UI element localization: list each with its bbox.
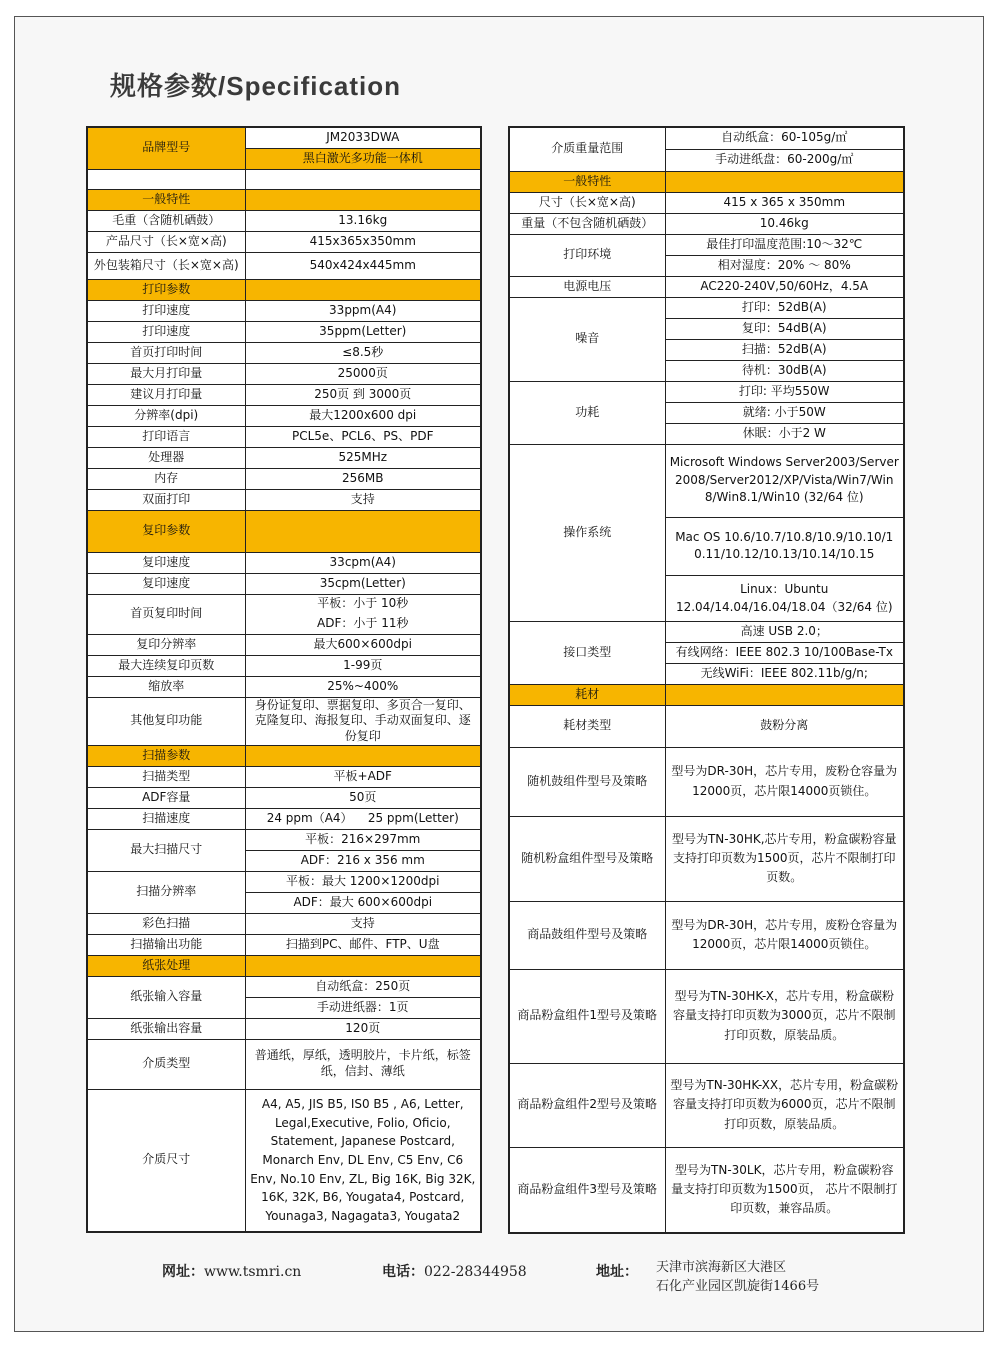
row-value: 415 x 365 x 350mm — [665, 192, 904, 213]
section-fill — [665, 684, 904, 705]
row-value: 手动进纸器：1页 — [245, 997, 481, 1018]
row-value: 型号为TN-30LK，芯片专用，粉盒碳粉容量支持打印页数为1500页， 芯片不限制打印页数，兼容品质。 — [665, 1147, 904, 1233]
row-value: 扫描：52dB(A) — [665, 339, 904, 360]
row-value: 高速 USB 2.0； — [665, 621, 904, 642]
section-general: 一般特性 — [87, 189, 245, 210]
footer-phone — [382, 1261, 527, 1281]
row-label: 打印环境 — [509, 234, 665, 276]
section-fill — [245, 955, 481, 976]
row-label: 缩放率 — [87, 676, 245, 697]
footer-address-label — [596, 1261, 638, 1281]
row-label: 毛重（含随机硒鼓） — [87, 210, 245, 231]
row-label: 扫描输出功能 — [87, 934, 245, 955]
row-label: 纸张输入容量 — [87, 976, 245, 1018]
row-label: 打印语言 — [87, 426, 245, 447]
row-value: 24 ppm（A4） 25 ppm(Letter) — [245, 808, 481, 829]
spec-table-left — [86, 126, 482, 1233]
brand-label: 品牌型号 — [87, 127, 245, 169]
address-label: 地址： — [596, 1264, 638, 1280]
row-label: 产品尺寸（长×宽×高) — [87, 231, 245, 252]
row-value: 打印：52dB(A) — [665, 297, 904, 318]
row-label: 打印速度 — [87, 300, 245, 321]
row-value: 型号为TN-30HK-XX，芯片专用，粉盒碳粉容量支持打印页数为6000页，芯片不限制打印页数，原装品质。 — [665, 1063, 904, 1147]
row-value: 最佳打印温度范围:10～32℃ — [665, 234, 904, 255]
row-value: 35cpm(Letter) — [245, 573, 481, 594]
row-value: 相对湿度：20% ～ 80% — [665, 255, 904, 276]
row-value: 支持 — [245, 913, 481, 934]
row-value: 525MHz — [245, 447, 481, 468]
row-label: 接口类型 — [509, 621, 665, 684]
row-value: 25%~400% — [245, 676, 481, 697]
row-value: Mac OS 10.6/10.7/10.8/10.9/10.10/10.11/10.12/10.13/10.14/10.15 — [665, 517, 904, 575]
section-copy: 复印参数 — [87, 510, 245, 552]
row-value: 无线WiFi：IEEE 802.11b/g/n; — [665, 663, 904, 684]
section-scan: 扫描参数 — [87, 745, 245, 766]
row-label: 随机粉盒组件型号及策略 — [509, 816, 665, 901]
row-label: 最大连续复印页数 — [87, 655, 245, 676]
row-label: 内存 — [87, 468, 245, 489]
row-value: 33ppm(A4) — [245, 300, 481, 321]
row-label: 复印分辨率 — [87, 634, 245, 655]
row-value: 256MB — [245, 468, 481, 489]
row-value: ADF：216 x 356 mm — [245, 850, 481, 871]
row-label: 复印速度 — [87, 552, 245, 573]
model-value: JM2033DWA — [245, 127, 481, 148]
row-value: 25000页 — [245, 363, 481, 384]
row-value: 35ppm(Letter) — [245, 321, 481, 342]
row-value: A4, A5, JIS B5, IS0 B5 , A6, Letter, Legal,Executive, Folio, Oficio, Statement, Japanese Postcard, Monarch Env, DL Env, C5 Env, C6 Env, No.10 Env, ZL, Big 16K, Big 32K, 16K, 32K, B6, Yougata4, Postcard, Younaga3, Nagagata3, Yougata2 — [245, 1089, 481, 1232]
row-label: 双面打印 — [87, 489, 245, 510]
row-label: 建议月打印量 — [87, 384, 245, 405]
row-value: 休眠：小于2 W — [665, 423, 904, 444]
blank-cell — [87, 169, 245, 189]
footer-website — [162, 1261, 301, 1281]
row-label: 商品粉盒组件2型号及策略 — [509, 1063, 665, 1147]
row-value: 就绪: 小于50W — [665, 402, 904, 423]
row-value: 最大1200x600 dpi — [245, 405, 481, 426]
row-value: 型号为DR-30H，芯片专用，废粉仓容量为12000页，芯片限14000页锁住。 — [665, 901, 904, 969]
row-label: 分辨率(dpi) — [87, 405, 245, 426]
row-value: PCL5e、PCL6、PS、PDF — [245, 426, 481, 447]
website-label: 网址： — [162, 1264, 204, 1280]
row-value: ≤8.5秒 — [245, 342, 481, 363]
row-value: 13.16kg — [245, 210, 481, 231]
product-type-value: 黑白激光多功能一体机 — [245, 148, 481, 169]
row-value: 支持 — [245, 489, 481, 510]
section-general: 一般特性 — [509, 171, 665, 192]
row-value: 型号为DR-30H，芯片专用，废粉仓容量为12000页，芯片限14000页锁住。 — [665, 747, 904, 816]
row-label: 扫描类型 — [87, 766, 245, 787]
row-value: ADF：最大 600×600dpi — [245, 892, 481, 913]
row-value: 型号为TN-30HK,芯片专用，粉盒碳粉容量支持打印页数为1500页，芯片不限制打印页数。 — [665, 816, 904, 901]
row-label: 商品粉盒组件3型号及策略 — [509, 1147, 665, 1233]
phone-value: 022-28344958 — [424, 1264, 527, 1280]
footer-address — [656, 1259, 819, 1297]
row-value: 平板：小于 10秒 — [245, 594, 481, 614]
row-label: 电源电压 — [509, 276, 665, 297]
row-value: 50页 — [245, 787, 481, 808]
row-label: 随机鼓组件型号及策略 — [509, 747, 665, 816]
row-value: 鼓粉分离 — [665, 705, 904, 747]
row-label: 纸张输出容量 — [87, 1018, 245, 1039]
row-label: 复印速度 — [87, 573, 245, 594]
spec-table-right — [508, 126, 905, 1234]
row-label: 尺寸（长×宽×高) — [509, 192, 665, 213]
section-fill — [665, 171, 904, 192]
row-value: 自动纸盒：60-105g/㎡ — [665, 127, 904, 149]
row-label: 重量（不包含随机硒鼓） — [509, 213, 665, 234]
address-line-1: 天津市滨海新区大港区 — [656, 1260, 787, 1275]
row-value: 手动进纸盘：60-200g/㎡ — [665, 149, 904, 171]
row-value: 平板+ADF — [245, 766, 481, 787]
row-label: 处理器 — [87, 447, 245, 468]
row-value: 540x424x445mm — [245, 252, 481, 279]
address-line-2: 石化产业园区凯旋街1466号 — [656, 1278, 820, 1294]
row-label: 其他复印功能 — [87, 697, 245, 745]
website-link[interactable]: www.tsmri.cn — [204, 1264, 302, 1280]
row-label: 外包装箱尺寸（长×宽×高) — [87, 252, 245, 279]
row-label: 功耗 — [509, 381, 665, 444]
row-value: 平板：最大 1200×1200dpi — [245, 871, 481, 892]
row-value: 型号为TN-30HK-X，芯片专用，粉盒碳粉容量支持打印页数为3000页，芯片不限制打印页数，原装品质。 — [665, 969, 904, 1063]
section-print: 打印参数 — [87, 279, 245, 300]
row-label: 首页打印时间 — [87, 342, 245, 363]
row-value: 复印：54dB(A) — [665, 318, 904, 339]
row-label: 打印速度 — [87, 321, 245, 342]
row-value: 415x365x350mm — [245, 231, 481, 252]
row-value: 10.46kg — [665, 213, 904, 234]
row-label: 扫描速度 — [87, 808, 245, 829]
row-value: 250页 到 3000页 — [245, 384, 481, 405]
row-value: 普通纸，厚纸，透明胶片，卡片纸，标签纸，信封、薄纸 — [245, 1039, 481, 1089]
row-value: ADF：小于 11秒 — [245, 614, 481, 634]
row-value: 33cpm(A4) — [245, 552, 481, 573]
row-value: Linux：Ubuntu 12.04/14.04/16.04/18.04（32/64 位) — [665, 575, 904, 621]
section-fill — [245, 745, 481, 766]
row-label: 商品鼓组件型号及策略 — [509, 901, 665, 969]
row-label: 扫描分辨率 — [87, 871, 245, 913]
row-label: 操作系统 — [509, 444, 665, 621]
row-value: 有线网络：IEEE 802.3 10/100Base-Tx — [665, 642, 904, 663]
row-label: 介质尺寸 — [87, 1089, 245, 1232]
page-title: 规格参数/Specification — [110, 71, 402, 101]
row-value: 待机：30dB(A) — [665, 360, 904, 381]
row-label: 商品粉盒组件1型号及策略 — [509, 969, 665, 1063]
row-value: 扫描到PC、邮件、FTP、U盘 — [245, 934, 481, 955]
row-label: 最大扫描尺寸 — [87, 829, 245, 871]
row-label: 首页复印时间 — [87, 594, 245, 634]
row-value: 1-99页 — [245, 655, 481, 676]
row-label: 噪音 — [509, 297, 665, 381]
section-fill — [245, 279, 481, 300]
row-value: AC220-240V,50/60Hz，4.5A — [665, 276, 904, 297]
row-label: 介质重量范围 — [509, 127, 665, 171]
row-value: 打印: 平均550W — [665, 381, 904, 402]
row-value: 最大600×600dpi — [245, 634, 481, 655]
row-value: 120页 — [245, 1018, 481, 1039]
row-value: 身份证复印、票据复印、多页合一复印、克隆复印、海报复印、手动双面复印、逐份复印 — [245, 697, 481, 745]
phone-label: 电话： — [382, 1264, 424, 1280]
section-fill — [245, 189, 481, 210]
row-value: Microsoft Windows Server2003/Server2008/Server2012/XP/Vista/Win7/Win8/Win8.1/Win10 (32/64 位) — [665, 444, 904, 517]
row-label: 耗材类型 — [509, 705, 665, 747]
row-value: 平板：216×297mm — [245, 829, 481, 850]
row-label: 彩色扫描 — [87, 913, 245, 934]
row-label: ADF容量 — [87, 787, 245, 808]
row-label: 最大月打印量 — [87, 363, 245, 384]
blank-cell — [245, 169, 481, 189]
row-value: 自动纸盒：250页 — [245, 976, 481, 997]
section-consumables: 耗材 — [509, 684, 665, 705]
section-fill — [245, 510, 481, 552]
row-label: 介质类型 — [87, 1039, 245, 1089]
section-paper: 纸张处理 — [87, 955, 245, 976]
